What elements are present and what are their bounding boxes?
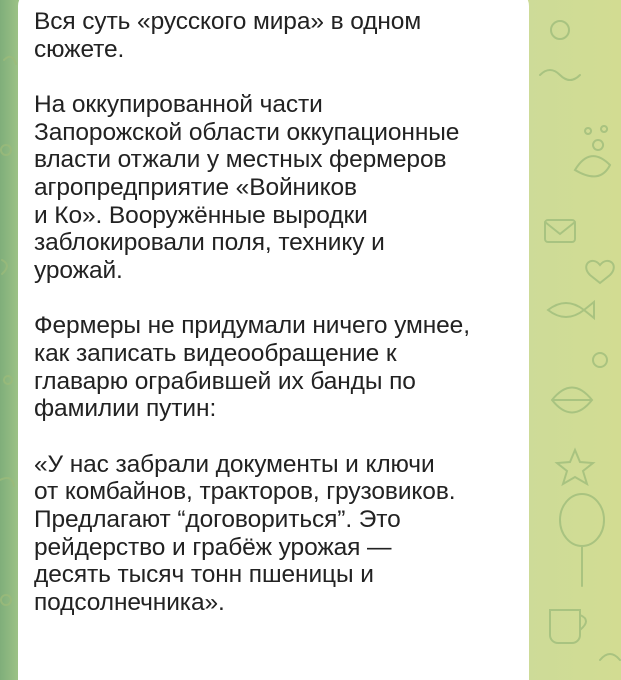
doodle-star-icon — [557, 450, 593, 484]
doodle-paw-icon — [585, 126, 607, 150]
doodle-envelope-icon — [545, 220, 575, 242]
message-paragraph-2: На оккупированной части Запорожской области оккупационные власти отжали у местных фермеров агропредприятие «Войников и Ко». Вооружённые выродки заблокировали поля, технику и урожай. — [34, 91, 460, 284]
doodle-bird-icon — [575, 156, 610, 176]
doodle-cup-icon — [550, 610, 586, 643]
doodle-fish-icon — [548, 302, 594, 318]
message-bubble[interactable] — [18, 0, 529, 680]
message-paragraph-1: Вся суть «русского мира» в одном сюжете. — [34, 8, 422, 63]
message-paragraph-4: «У нас забрали документы и ключи от комбайнов, тракторов, грузовиков. Предлагают “договориться”. Это рейдерство и грабёж урожая — десять тысяч тонн пшеницы и подсолнечника». — [34, 450, 456, 616]
doodle-leaf-icon — [552, 388, 592, 413]
doodle-balloon-icon — [560, 494, 604, 586]
doodle-heart-icon — [586, 261, 614, 283]
doodle-circle-icon — [551, 21, 569, 39]
message-paragraph-3: Фермеры не придумали ничего умнее, как записать видеообращение к главарю ограбившей их банды по фамилии путин: — [34, 312, 470, 423]
doodle-squiggle-icon — [540, 70, 580, 80]
doodle-ring-icon — [593, 353, 607, 367]
